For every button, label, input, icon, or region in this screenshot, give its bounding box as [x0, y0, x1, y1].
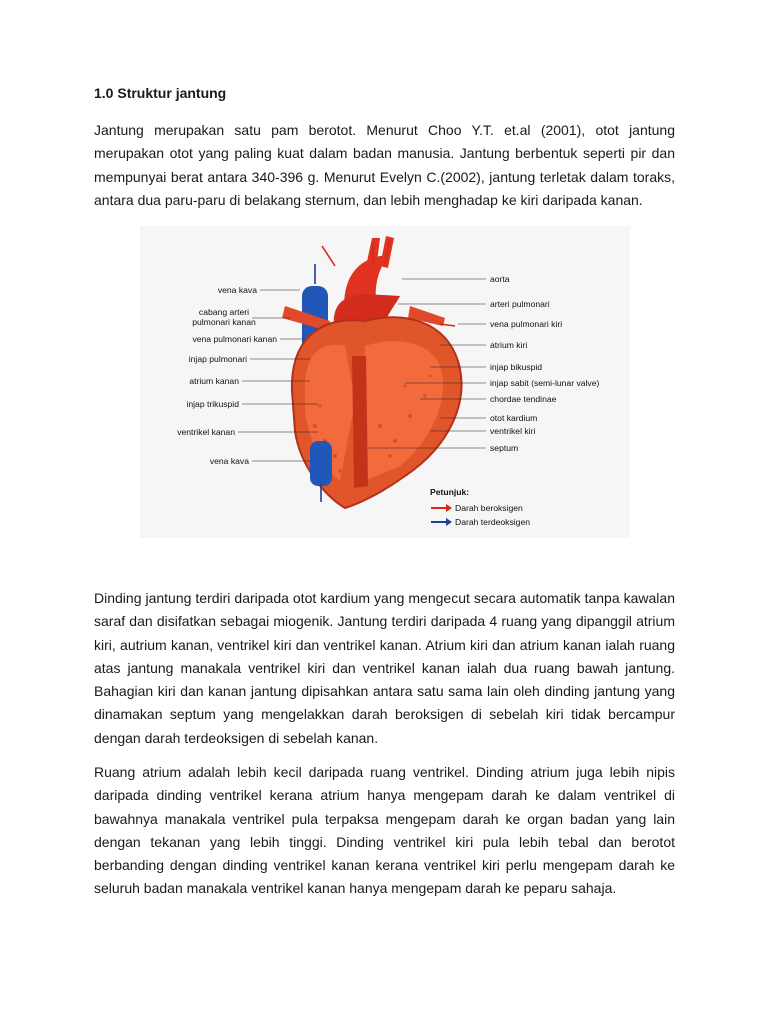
label-vena-pulmonari-kiri: vena pulmonari kiri	[490, 319, 563, 329]
label-cabang-arteri: cabang arteri	[198, 307, 250, 317]
label-injap-sabit: injap sabit (semi-lunar valve)	[490, 378, 600, 388]
legend-title: Petunjuk:	[430, 487, 470, 497]
label-arteri-pulmonari: arteri pulmonari	[490, 299, 550, 309]
label-vena-kava-bottom: vena kava	[209, 456, 249, 466]
label-aorta: aorta	[490, 274, 510, 284]
paragraph-intro: Jantung merupakan satu pam berotot. Menurut Choo Y.T. et.al (2001), otot jantung merupakan otot yang paling kuat dalam badan manusia. Jantung berbentuk seperti pir dan mempunyai berat antara 340-396 g. Menurut Evelyn C.(2002), jantung terletak dalam toraks, antara dua paru-paru di belakang sternum, dan lebih menghadap ke kiri daripada kanan.	[94, 122, 675, 208]
label-otot-kardium: otot kardium	[490, 413, 538, 423]
label-injap-pulmonari: injap pulmonari	[188, 354, 247, 364]
left-chamber-shape	[362, 341, 443, 481]
blue-arrow-icon	[431, 518, 452, 526]
red-arrow-icon	[431, 504, 452, 512]
legend-oxygenated: Darah beroksigen	[455, 503, 523, 513]
paragraph-walls: Ruang atrium adalah lebih kecil daripada ruang ventrikel. Dinding atrium juga lebih nipis daripada dinding ventrikel kerana atrium hanya mengepam darah ke dalam ventrikel di bawahnya manakala ventrikel pula terpaksa mengepam darah ke organ badan yang lain dengan tekanan yang lebih tinggi. Dinding ventrikel kiri pula lebih tebal dan berotot berbanding dengan dinding ventrikel kanan kerana ventrikel kiri perlu mengepam darah ke seluruh badan manakala ventrikel kanan hanya mengepam darah ke peparu sahaja.	[94, 764, 675, 897]
inferior-vena-cava-shape	[310, 441, 332, 486]
label-vena-kava-top: vena kava	[217, 285, 257, 295]
label-injap-trikuspid: injap trikuspid	[186, 399, 239, 409]
heart-illustration	[140, 226, 630, 538]
heart-diagram	[140, 226, 630, 538]
label-septum: septum	[490, 443, 519, 453]
label-atrium-kanan: atrium kanan	[189, 376, 239, 386]
label-ventrikel-kanan: ventrikel kanan	[177, 427, 235, 437]
label-atrium-kiri: atrium kiri	[490, 340, 528, 350]
label-vena-pulmonari-kanan: vena pulmonari kanan	[192, 334, 277, 344]
legend	[430, 487, 530, 527]
label-ventrikel-kiri: ventrikel kiri	[490, 426, 536, 436]
section-heading: 1.0 Struktur jantung	[94, 85, 227, 101]
label-pulmonari-kanan: pulmonari kanan	[192, 317, 256, 327]
paragraph-chambers: Dinding jantung terdiri daripada otot kardium yang mengecut secara automatik tanpa kawalan saraf dan disifatkan sebagai miogenik. Jantung terdiri daripada 4 ruang yang dipanggil atrium kiri, autrium kanan, ventrikel kiri dan ventrikel kanan. Atrium kiri dan atrium kanan ialah ruang atas jantung manakala ventrikel kiri dan ventrikel kanan ialah dua ruang bawah jantung. Bahagian kiri dan kanan jantung dipisahkan antara satu sama lain oleh dinding jantung yang dinamakan septum yang mengelakkan darah beroksigen di sebelah kiri tidak bercampur dengan darah terdeoksigen di sebelah kanan.	[94, 590, 675, 746]
label-injap-bikuspid: injap bikuspid	[490, 362, 543, 372]
septum-shape	[352, 356, 368, 488]
legend-deoxygenated: Darah terdeoksigen	[455, 517, 531, 527]
label-chordae-tendinae: chordae tendinae	[490, 394, 557, 404]
